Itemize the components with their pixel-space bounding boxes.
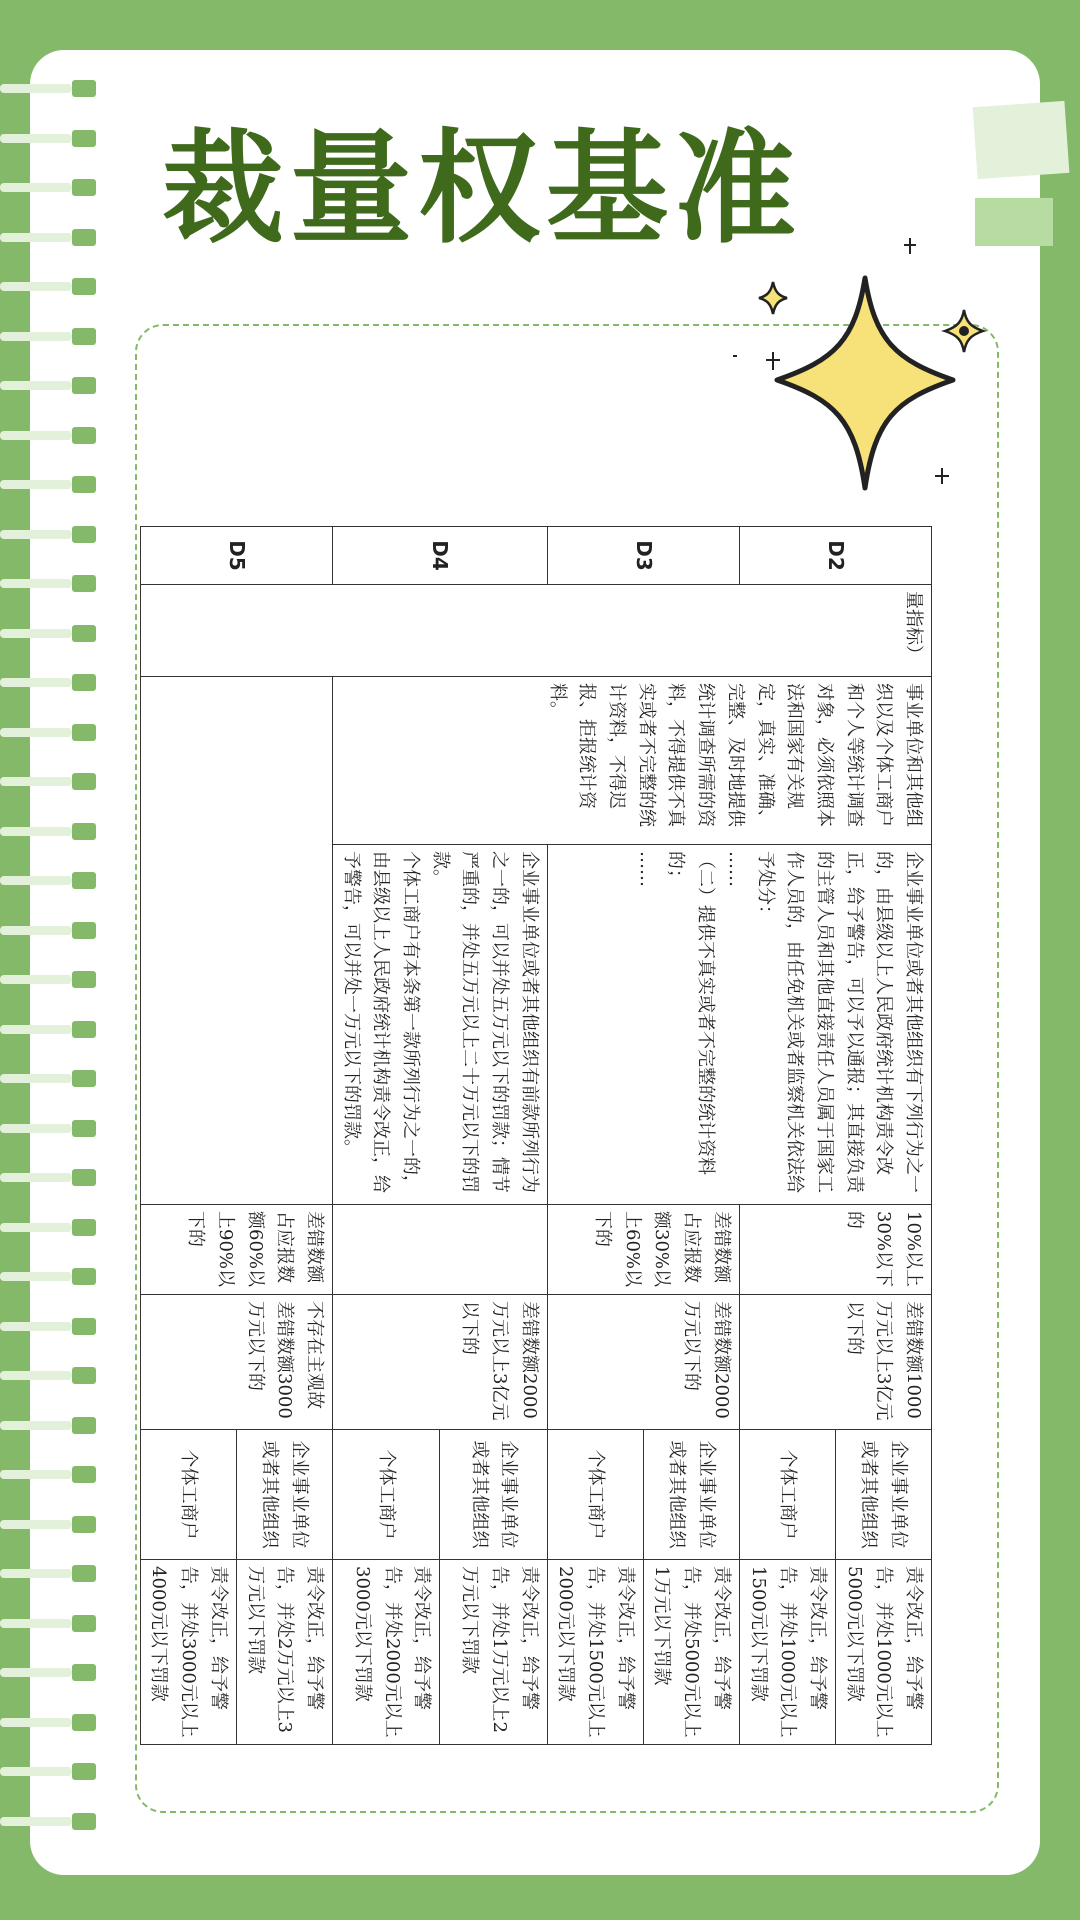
table-row — [835, 527, 931, 1745]
level-cell: D2 — [739, 527, 931, 585]
statute-blank-cell — [140, 677, 332, 1205]
subject-cell: 个体工商户 — [547, 1430, 643, 1560]
rotated-table-container — [148, 526, 932, 1744]
table-row — [236, 527, 332, 1745]
error-rate-cell: 差错数额占应报数额60%以上90%以下的 — [140, 1205, 332, 1295]
tape-strip-small — [975, 198, 1053, 246]
measure-cell: 责令改正，给予警告，并处2000元以上3000元以下罚款 — [332, 1560, 439, 1745]
error-amount-cell: 差错数额2000万元以下的 — [547, 1295, 739, 1430]
measure-cell: 责令改正，给予警告，并处2万元以上3万元以下罚款 — [236, 1560, 332, 1745]
subject-cell: 个体工商户 — [739, 1430, 835, 1560]
error-rate-cell: 差错数额占应报数额30%以上60%以下的 — [547, 1205, 739, 1295]
subject-cell: 个体工商户 — [140, 1430, 236, 1560]
sparkle-star-icon — [735, 230, 985, 490]
penalty-clause-cell: 企业事业单位或者其他组织有下列行为之一的，由县级以上人民政府统计机构责令改正，给予警告，可以予以通报；其直接负责的主管人员和其他直接责任人员属于国家工作人员的，由任免机关或者监察机关依法给予处分： …… （二）提供不真实或者不完整的统计资料的； …… — [547, 845, 931, 1205]
error-rate-cell: 10%以上30%以下的 — [739, 1205, 931, 1295]
measure-cell: 责令改正，给予警告，并处1万元以上2万元以下罚款 — [440, 1560, 547, 1745]
error-rate-cell — [332, 1205, 547, 1295]
subject-cell: 个体工商户 — [332, 1430, 439, 1560]
measure-cell: 责令改正，给予警告，并处1000元以上5000元以下罚款 — [835, 1560, 931, 1745]
measure-cell: 责令改正，给予警告，并处5000元以上1万元以下罚款 — [643, 1560, 739, 1745]
eye-sparkle-icon — [945, 310, 983, 352]
error-amount-cell: 差错数额1000万元以上3亿元以下的 — [739, 1295, 931, 1430]
subject-cell: 企业事业单位或者其他组织 — [643, 1430, 739, 1560]
level-cell: D5 — [140, 527, 332, 585]
subject-cell: 企业事业单位或者其他组织 — [440, 1430, 547, 1560]
error-amount-cell: 差错数额2000万元以上3亿元以下的 — [332, 1295, 547, 1430]
error-amount-cell: 不存在主观故 差错数额3000万元以下的 — [140, 1295, 332, 1430]
penalty-clause-cell-cont: 企业事业单位或者其他组织有前款所列行为之一的，可以并处五万元以下的罚款；情节严重的，并处五万元以上二十万元以下的罚款。 个体工商户有本条第一款所列行为之一的，由县级以上人民政府统计机构责令改正，给予警告，可以并处一万元以下的罚款。 — [332, 845, 547, 1205]
subject-cell: 企业事业单位或者其他组织 — [236, 1430, 332, 1560]
indicator-cell: 量指标） — [140, 585, 931, 677]
page-title: 裁量权基准 — [162, 118, 802, 260]
measure-cell: 责令改正，给予警告，并处1000元以上1500元以下罚款 — [739, 1560, 835, 1745]
tape-strip — [973, 101, 1070, 179]
level-cell: D4 — [332, 527, 547, 585]
measure-cell: 责令改正，给予警告，并处1500元以上2000元以下罚款 — [547, 1560, 643, 1745]
subject-cell: 企业事业单位或者其他组织 — [835, 1430, 931, 1560]
level-cell: D3 — [547, 527, 739, 585]
discretion-standard-table — [140, 526, 932, 1745]
measure-cell: 责令改正，给予警告，并处3000元以上4000元以下罚款 — [140, 1560, 236, 1745]
statute-cell: 事业单位和其他组织以及个体工商户和个人等统计调查对象，必须依照本法和国家有关规定，真实、准确、完整、及时地提供统计调查所需的资料，不得提供不真实或者不完整的统计资料，不得迟报、拒报统计资料。 — [332, 677, 931, 845]
